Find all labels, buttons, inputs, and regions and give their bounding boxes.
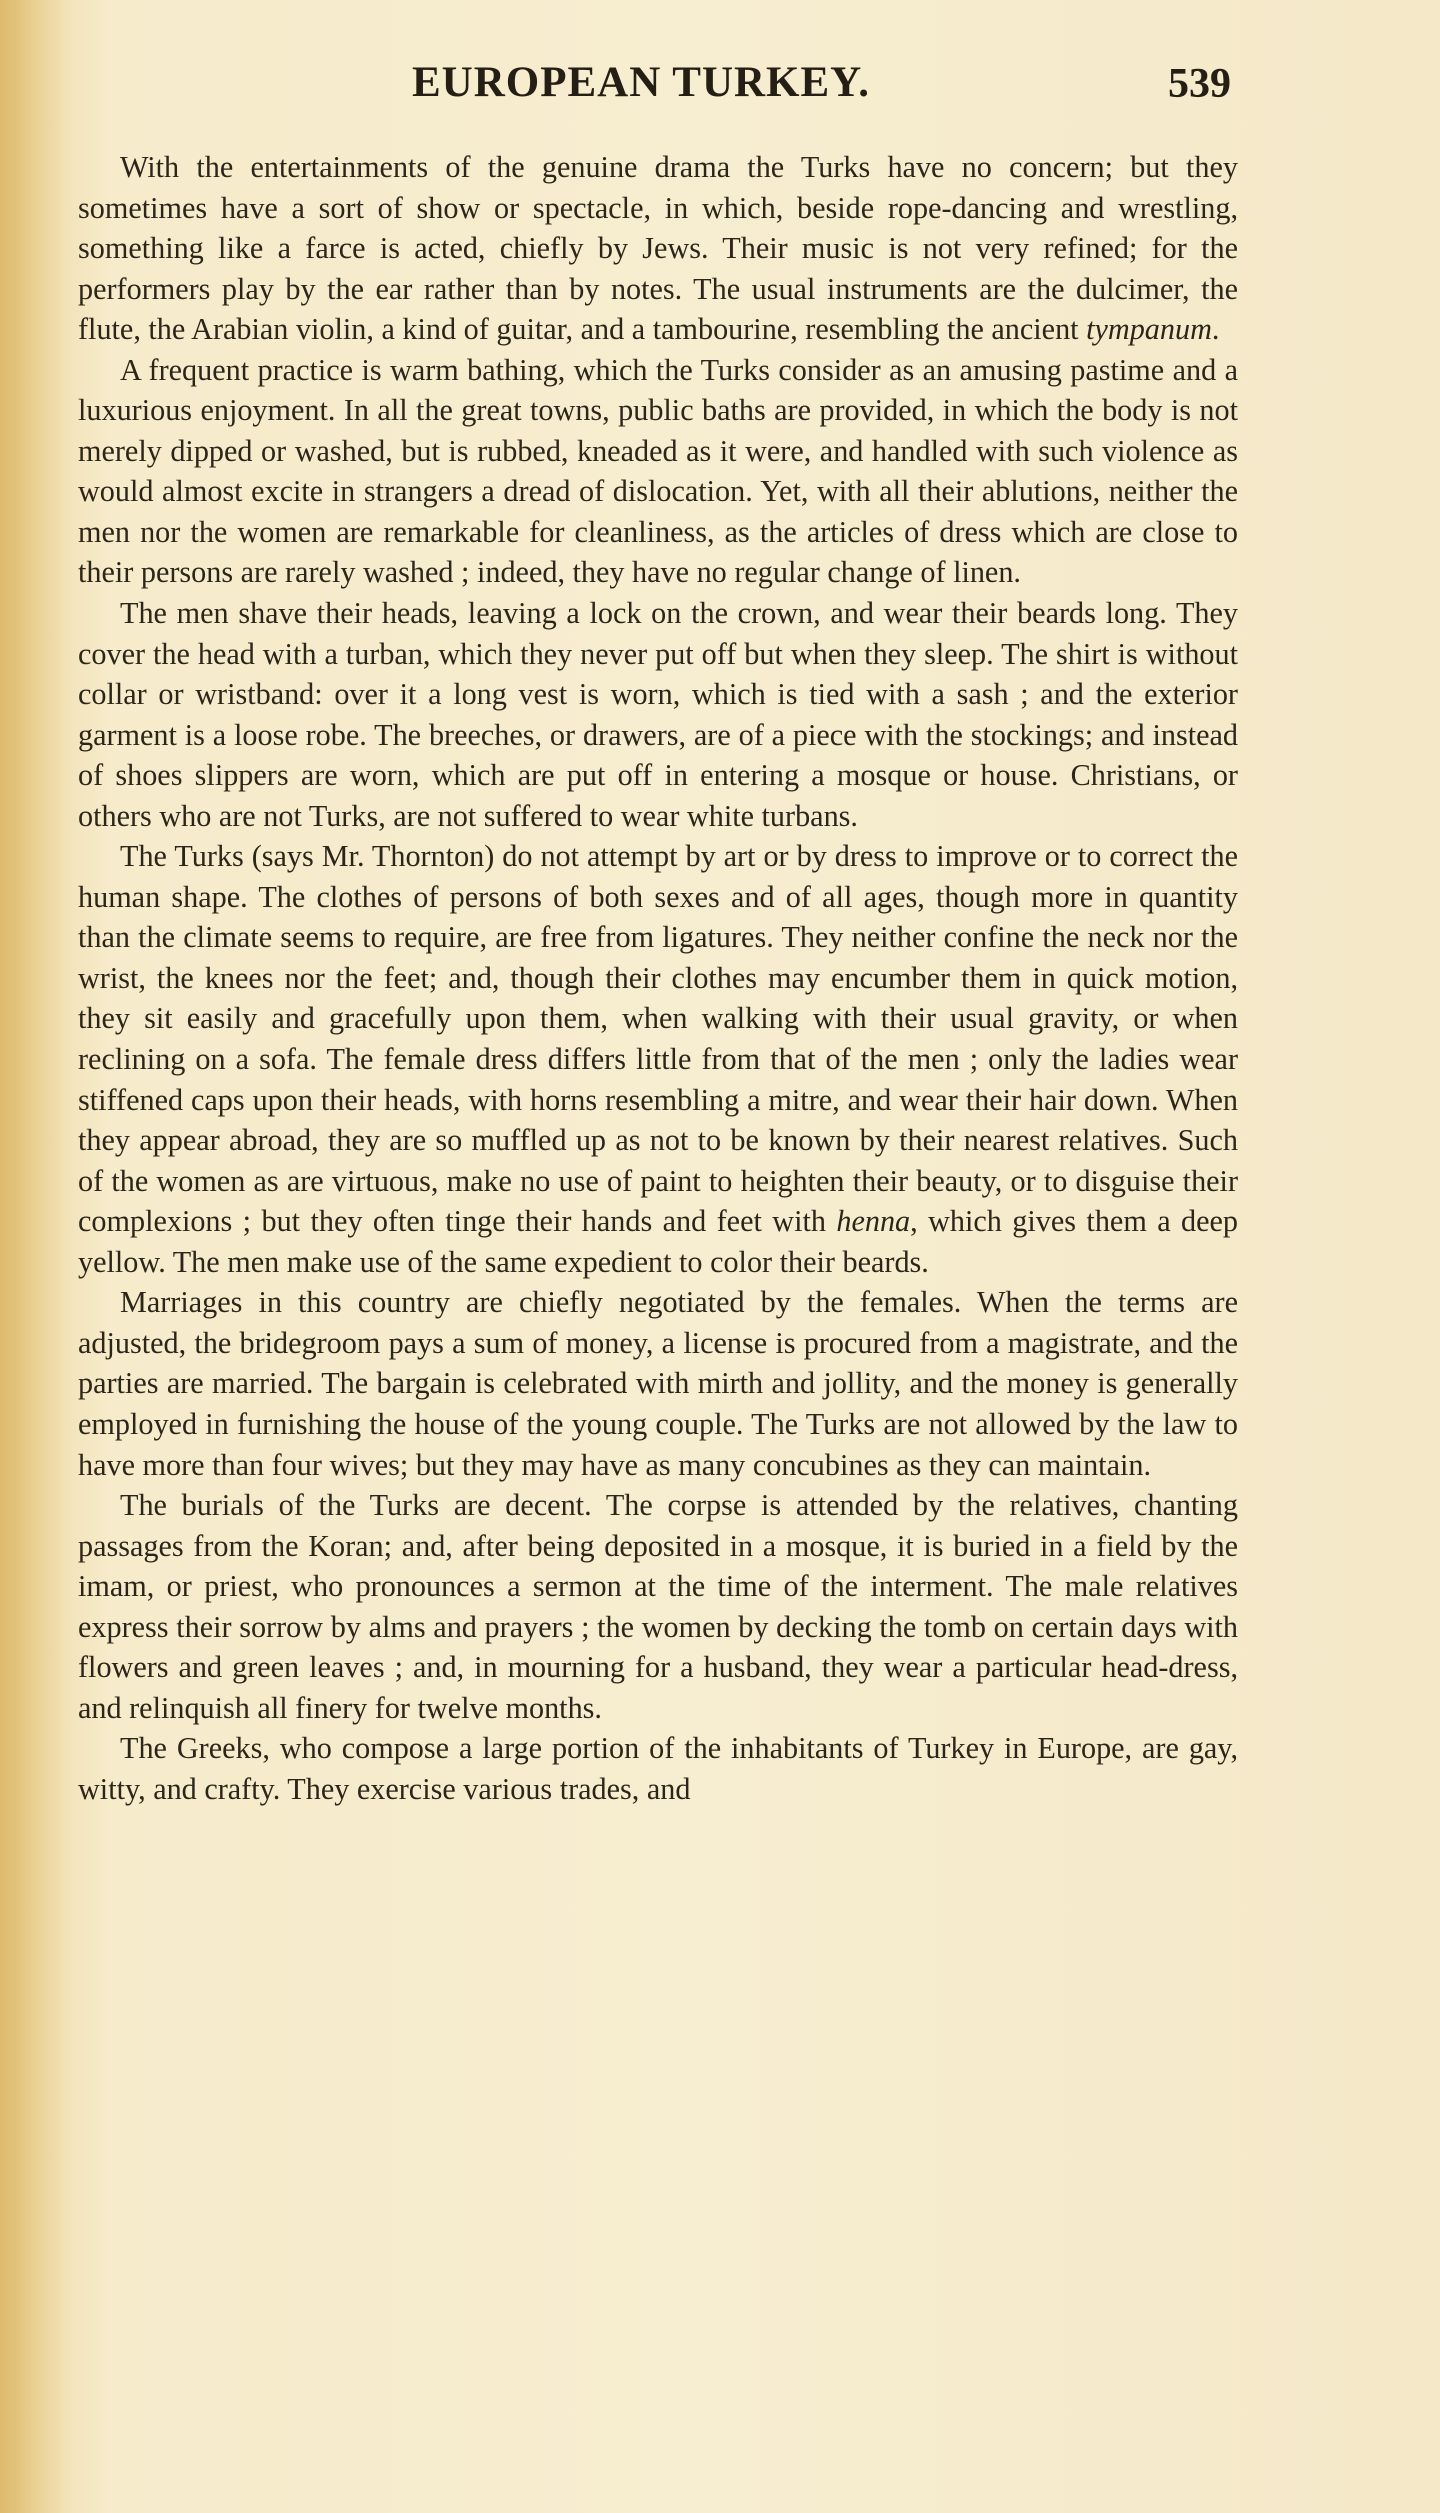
running-head: EUROPEAN TURKEY. [412,59,871,106]
italic-term-tympanum: tympanum [1086,312,1212,347]
paragraph-burials: The burials of the Turks are decent. The corpse is attended by the relatives, chanting passages from the Koran; and, after being deposited in a mosque, it is buried in a field by the imam, or priest, who pronounces a sermon at the time of the interment. The male relatives express their sorrow by alms and prayers ; the women by decking the tomb on certain days with flowers and green leaves ; and, in mourning for a husband, they wear a particular head-dress, and relinquish all finery for twelve months. [78,1488,1238,1725]
italic-term-henna: henna [836,1204,911,1239]
paragraph-dress-thornton: The Turks (says Mr. Thornton) do not attempt by art or by dress to improve or to correct the human shape. The clothes of persons of both sexes and of all ages, though more in quantity than the climate seems to require, are free from ligatures. They neither confine the neck nor the wrist, the knees nor the feet; and, though their clothes may encumber them in quick motion, they sit easily and gracefully upon them, when walking with their usual gravity, or when reclining on a sofa. The female dress differs little from that of the men ; only the ladies wear stiffened caps upon their heads, with horns resembling a mitre, and wear their hair down. When they appear abroad, they are so muffled up as not to be known by their nearest relatives. Such of the women as are virtuous, make no use of paint to heighten their beauty, or to disguise their complexions ; but they often tinge their hands and feet with henna, which gives them a deep yellow. The men make use of the same expedient to color their beards. [78,839,1239,1279]
page-header [0,58,1440,118]
body-text [78,147,1238,1809]
paragraph-marriages: Marriages in this country are chiefly negotiated by the females. When the terms are adjusted, the bridegroom pays a sum of money, a license is procured from a magistrate, and the parties are married. The bargain is celebrated with mirth and jollity, and the money is generally employed in furnishing the house of the young couple. The Turks are not allowed by the law to have more than four wives; but they may have as many concubines as they can maintain. [78,1285,1238,1482]
paragraph-music: With the entertainments of the genuine drama the Turks have no concern; but they sometimes have a sort of show or spectacle, in which, beside rope-dancing and wrestling, something like a farce is acted, chiefly by Jews. Their music is not very refined; for the performers play by the ear rather than by notes. The usual instruments are the dulcimer, the flute, the Arabian violin, a kind of guitar, and a tambourine, resembling the ancient tympanum. [78,150,1238,347]
paragraph-dress-men: The men shave their heads, leaving a lock on the crown, and wear their beards long. They cover the head with a turban, which they never put off but when they sleep. The shirt is without collar or wristband: over it a long vest is worn, which is tied with a sash ; and the exterior garment is a loose robe. The breeches, or drawers, are of a piece with the stockings; and instead of shoes slippers are worn, which are put off in entering a mosque or house. Christians, or others who are not Turks, are not suffered to wear white turbans. [78,596,1238,833]
paragraph-greeks: The Greeks, who compose a large portion of the inhabitants of Turkey in Europe, are gay, witty, and crafty. They exercise various trades, and [78,1731,1238,1806]
paragraph-bathing: A frequent practice is warm bathing, which the Turks consider as an amusing pastime and a luxurious enjoyment. In all the great towns, public baths are provided, in which the body is not merely dipped or washed, but is rubbed, kneaded as it were, and handled with such violence as would almost excite in strangers a dread of dislocation. Yet, with all their ablutions, neither the men nor the women are remarkable for cleanliness, as the articles of dress which are close to their persons are rarely washed ; indeed, they have no regular change of linen. [78,352,1238,590]
page-number: 539 [1168,61,1231,107]
spine-shadow [0,0,70,2513]
